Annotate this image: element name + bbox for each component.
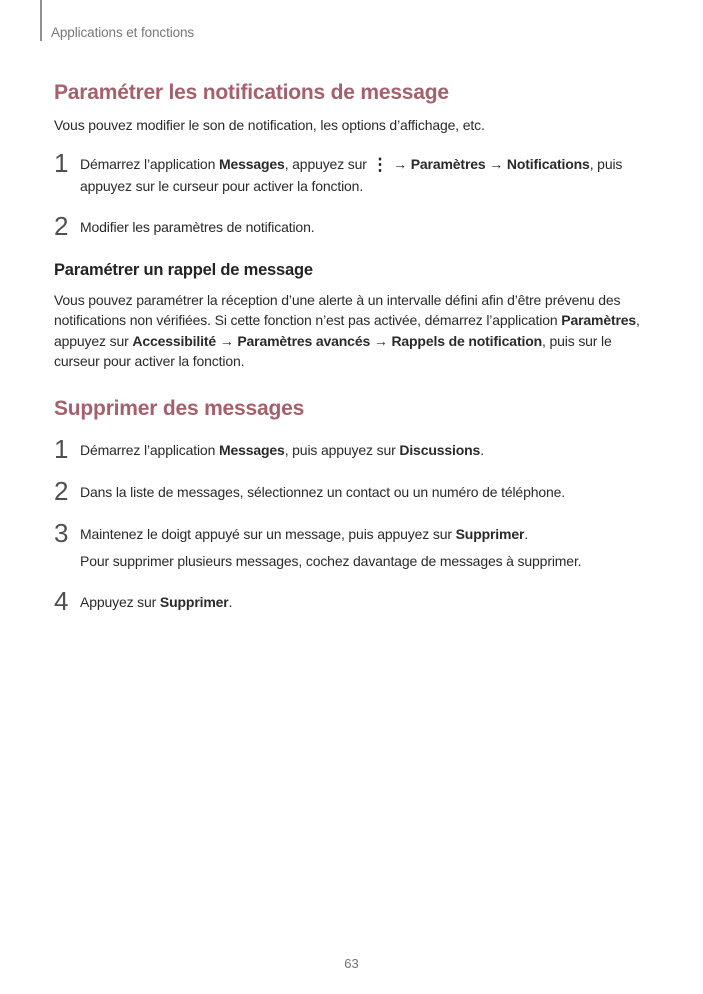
section-heading-supprimer: Supprimer des messages (54, 396, 305, 420)
header-rule (40, 0, 42, 41)
intro-paragraph: Vous pouvez modifier le son de notification, les options d’affichage, etc. (54, 117, 485, 133)
step-number: 3 (54, 517, 69, 548)
step-body (80, 481, 654, 503)
more-options-icon: ⋮ (371, 154, 389, 174)
step-item (54, 210, 654, 241)
step-text: Démarrez l’application Messages, puis appuyez sur Discussions. (80, 441, 484, 458)
subsection-paragraph: Vous pouvez paramétrer la réception d’une alerte à un intervalle défini afin d’être prévenu des notifications non vérifiées. Si cette fonction n’est pas activée, démarrez l’application Paramètres, appuyez sur Accessibilité → Paramètres avancés → Rappels de notification, puis sur le curseur pour activer la fonction. (54, 291, 640, 369)
step-body (80, 439, 654, 461)
step-note: Pour supprimer plusieurs messages, cochez davantage de messages à supprimer. (80, 552, 582, 569)
step-body (80, 216, 654, 238)
subsection-heading-rappel: Paramétrer un rappel de message (54, 260, 313, 279)
step-item (54, 147, 654, 197)
steps-list-notifications (54, 147, 654, 241)
step-text: Appuyez sur Supprimer. (80, 593, 233, 610)
step-number: 2 (54, 475, 69, 506)
step-number: 4 (54, 585, 69, 616)
step-item (54, 475, 654, 506)
step-text: Modifier les paramètres de notification. (80, 218, 315, 235)
page-content (54, 0, 654, 614)
step-number: 1 (54, 433, 69, 464)
step-body (80, 153, 654, 197)
page-number: 63 (344, 956, 359, 971)
step-text: Démarrez l’application Messages, appuyez sur ⋮ → Paramètres → Notifications, puis appuyez sur le curseur pour activer la fonction. (80, 154, 623, 194)
step-number: 2 (54, 210, 69, 241)
step-body (80, 591, 654, 613)
running-header: Applications et fonctions (51, 25, 195, 40)
section-heading-notifications: Paramétrer les notifications de message (54, 81, 449, 104)
step-item (54, 517, 654, 572)
step-text: Maintenez le doigt appuyé sur un message, puis appuyez sur Supprimer. (80, 525, 529, 542)
step-item (54, 433, 654, 464)
steps-list-supprimer (54, 433, 654, 616)
step-body (80, 523, 654, 572)
step-number: 1 (54, 147, 69, 178)
step-text: Dans la liste de messages, sélectionnez un contact ou un numéro de téléphone. (80, 483, 565, 500)
page-footer (0, 956, 703, 971)
step-item (54, 585, 654, 616)
